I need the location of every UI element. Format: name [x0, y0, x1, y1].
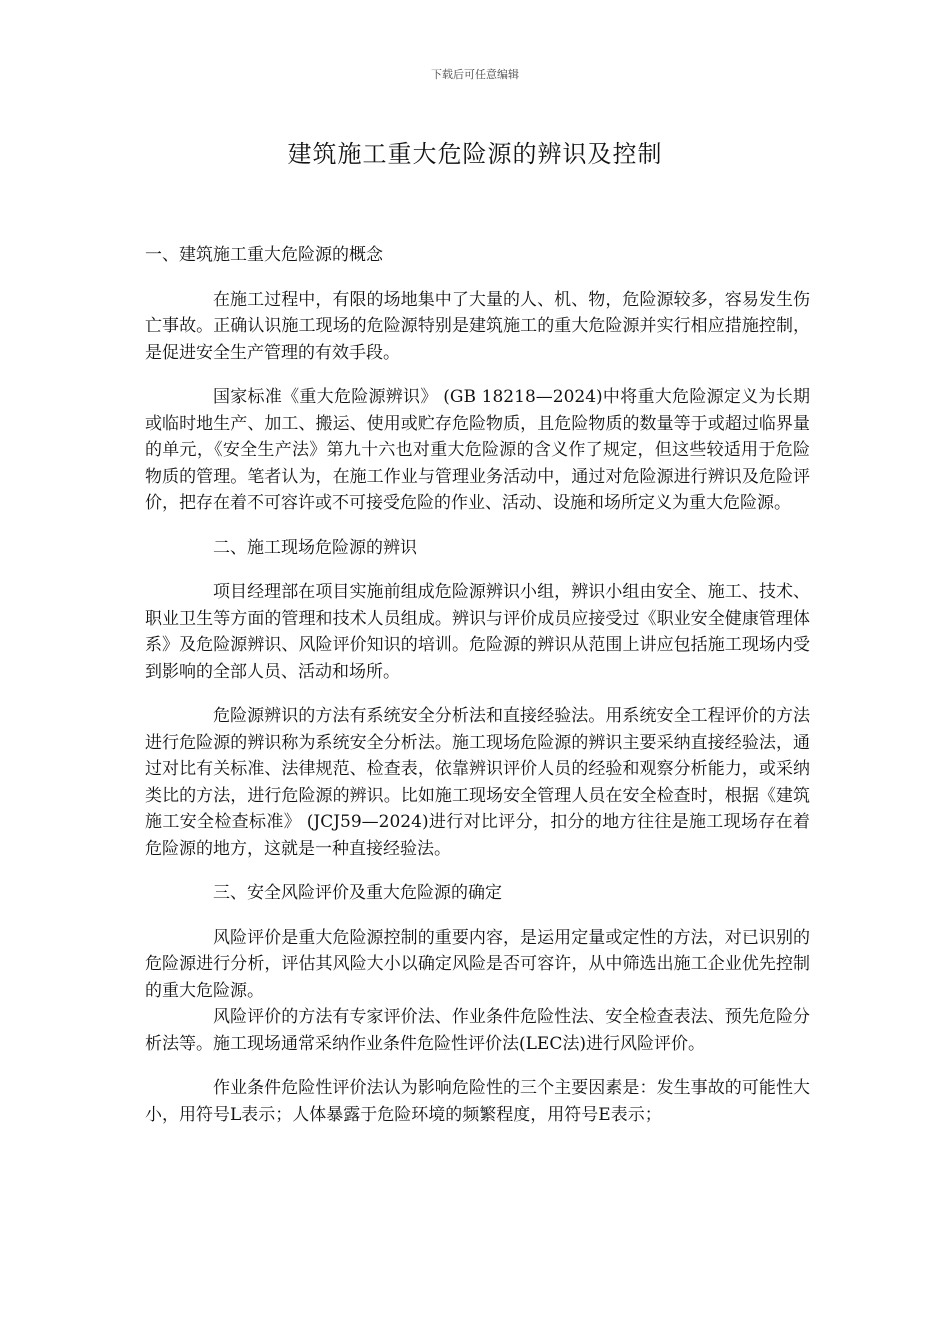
header-note: 下载后可任意编辑	[431, 68, 519, 81]
paragraph: 在施工过程中，有限的场地集中了大量的人、机、物，危险源较多，容易发生伤亡事故。正确认识施工现场的危险源特别是建筑施工的重大危险源并实行相应措施控制，是促进安全生产管理的有效手段。	[145, 289, 810, 363]
section-heading-2: 二、施工现场危险源的辨识	[213, 537, 417, 558]
document-body	[145, 242, 810, 1128]
paragraph: 项目经理部在项目实施前组成危险源辨识小组，辨识小组由安全、施工、技术、职业卫生等方面的管理和技术人员组成。辨识与评价成员应接受过《职业安全健康管理体系》及危险源辨识、风险评价知识的培训。危险源的辨识从范围上讲应包括施工现场内受到影响的全部人员、活动和场所。	[145, 582, 810, 682]
paragraph: 危险源辨识的方法有系统安全分析法和直接经验法。用系统安全工程评价的方法进行危险源的辨识称为系统安全分析法。施工现场危险源的辨识主要采纳直接经验法，通过对比有关标准、法律规范、检查表，依靠辨识评价人员的经验和观察分析能力，或采纳类比的方法，进行危险源的辨识。比如施工现场安全管理人员在安全检查时，根据《建筑施工安全检查标准》 (JCJ59—2024)进行对比评分，扣分的地方往往是施工现场存在着危险源的地方，这就是一种直接经验法。	[145, 706, 810, 859]
paragraph: 风险评价是重大危险源控制的重要内容，是运用定量或定性的方法，对已识别的危险源进行分析，评估其风险大小以确定风险是否可容许，从中筛选出施工企业优先控制的重大危险源。	[145, 927, 810, 1001]
paragraph: 作业条件危险性评价法认为影响危险性的三个主要因素是：发生事故的可能性大小，用符号L表示；人体暴露于危险环境的频繁程度，用符号E表示；	[145, 1078, 810, 1125]
paragraph: 国家标准《重大危险源辨识》 (GB 18218—2024)中将重大危险源定义为长期或临时地生产、加工、搬运、使用或贮存危险物质，且危险物质的数量等于或超过临界量的单元，《安全生产法》第九十六也对重大危险源的含义作了规定，但这些较适用于危险物质的管理。笔者认为，在施工作业与管理业务活动中，通过对危险源进行辨识及危险评价，把存在着不可容许或不可接受危险的作业、活动、设施和场所定义为重大危险源。	[145, 387, 810, 513]
section-heading-1: 一、建筑施工重大危险源的概念	[145, 245, 383, 265]
section-heading-3: 三、安全风险评价及重大危险源的确定	[213, 883, 502, 903]
page-title: 建筑施工重大危险源的辨识及控制	[287, 140, 663, 168]
paragraph: 风险评价的方法有专家评价法、作业条件危险性法、安全检查表法、预先危险分析法等。施工现场通常采纳作业条件危险性评价法(LEC法)进行风险评价。	[145, 1007, 810, 1054]
